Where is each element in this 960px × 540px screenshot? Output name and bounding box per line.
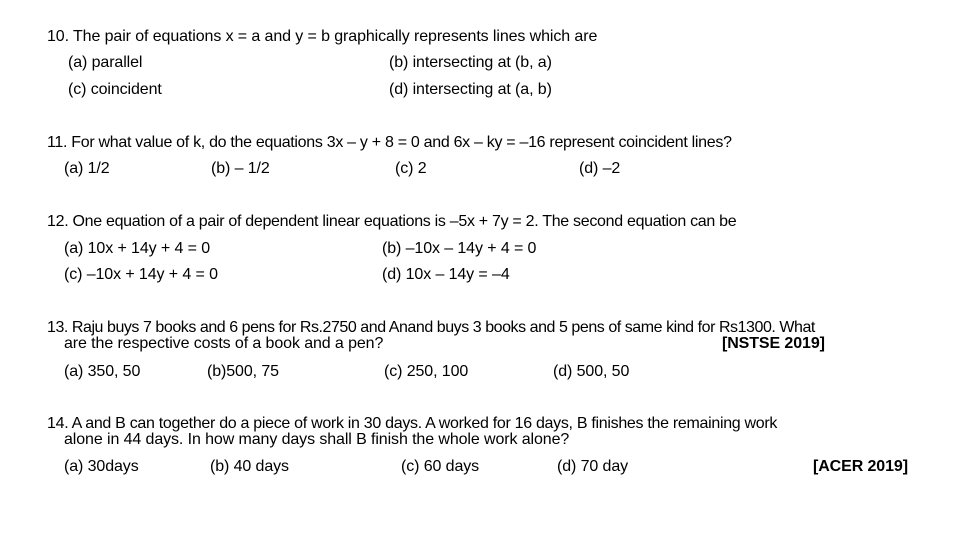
q13-option-b: (b)500, 75 bbox=[207, 363, 279, 380]
q10-option-a: (a) parallel bbox=[68, 54, 143, 71]
q12-option-b: (b) –10x – 14y + 4 = 0 bbox=[382, 240, 537, 257]
q11-stem: 11. For what value of k, do the equations 3x – y + 8 = 0 and 6x – ky = –16 represent coincident lines? bbox=[47, 134, 732, 151]
q13-stem-line2: are the respective costs of a book and a pen? bbox=[64, 335, 384, 352]
q10-option-d: (d) intersecting at (a, b) bbox=[389, 81, 552, 98]
q11-option-b: (b) – 1/2 bbox=[211, 160, 270, 177]
q14-option-a: (a) 30days bbox=[64, 458, 139, 475]
q14-option-d: (d) 70 day bbox=[557, 458, 629, 475]
q10-stem: 10. The pair of equations x = a and y = b graphically represents lines which are bbox=[47, 28, 598, 45]
q14-stem-line2: alone in 44 days. In how many days shall B finish the whole work alone? bbox=[64, 431, 570, 448]
q12-option-c: (c) –10x + 14y + 4 = 0 bbox=[64, 266, 218, 283]
q10-option-c: (c) coincident bbox=[68, 81, 162, 98]
q11-option-c: (c) 2 bbox=[395, 160, 427, 177]
q11-option-a: (a) 1/2 bbox=[64, 160, 110, 177]
q13-option-a: (a) 350, 50 bbox=[64, 363, 141, 380]
q14-option-b: (b) 40 days bbox=[210, 458, 289, 475]
q11-option-d: (d) –2 bbox=[579, 160, 621, 177]
q12-option-a: (a) 10x + 14y + 4 = 0 bbox=[64, 240, 210, 257]
q10-option-b: (b) intersecting at (b, a) bbox=[389, 54, 552, 71]
q13-source-tag: [NSTSE 2019] bbox=[722, 335, 825, 352]
q12-stem: 12. One equation of a pair of dependent linear equations is –5x + 7y = 2. The second equation can be bbox=[47, 213, 737, 230]
q14-source-tag: [ACER 2019] bbox=[813, 458, 908, 475]
q13-option-c: (c) 250, 100 bbox=[384, 363, 469, 380]
q12-option-d: (d) 10x – 14y = –4 bbox=[382, 266, 510, 283]
q13-option-d: (d) 500, 50 bbox=[553, 363, 630, 380]
q14-stem-line1: 14. A and B can together do a piece of work in 30 days. A worked for 16 days, B finishes the remaining work bbox=[47, 415, 778, 432]
q14-option-c: (c) 60 days bbox=[401, 458, 480, 475]
q13-stem-line1: 13. Raju buys 7 books and 6 pens for Rs.2750 and Anand buys 3 books and 5 pens of same kind for Rs1300. What bbox=[47, 319, 815, 336]
